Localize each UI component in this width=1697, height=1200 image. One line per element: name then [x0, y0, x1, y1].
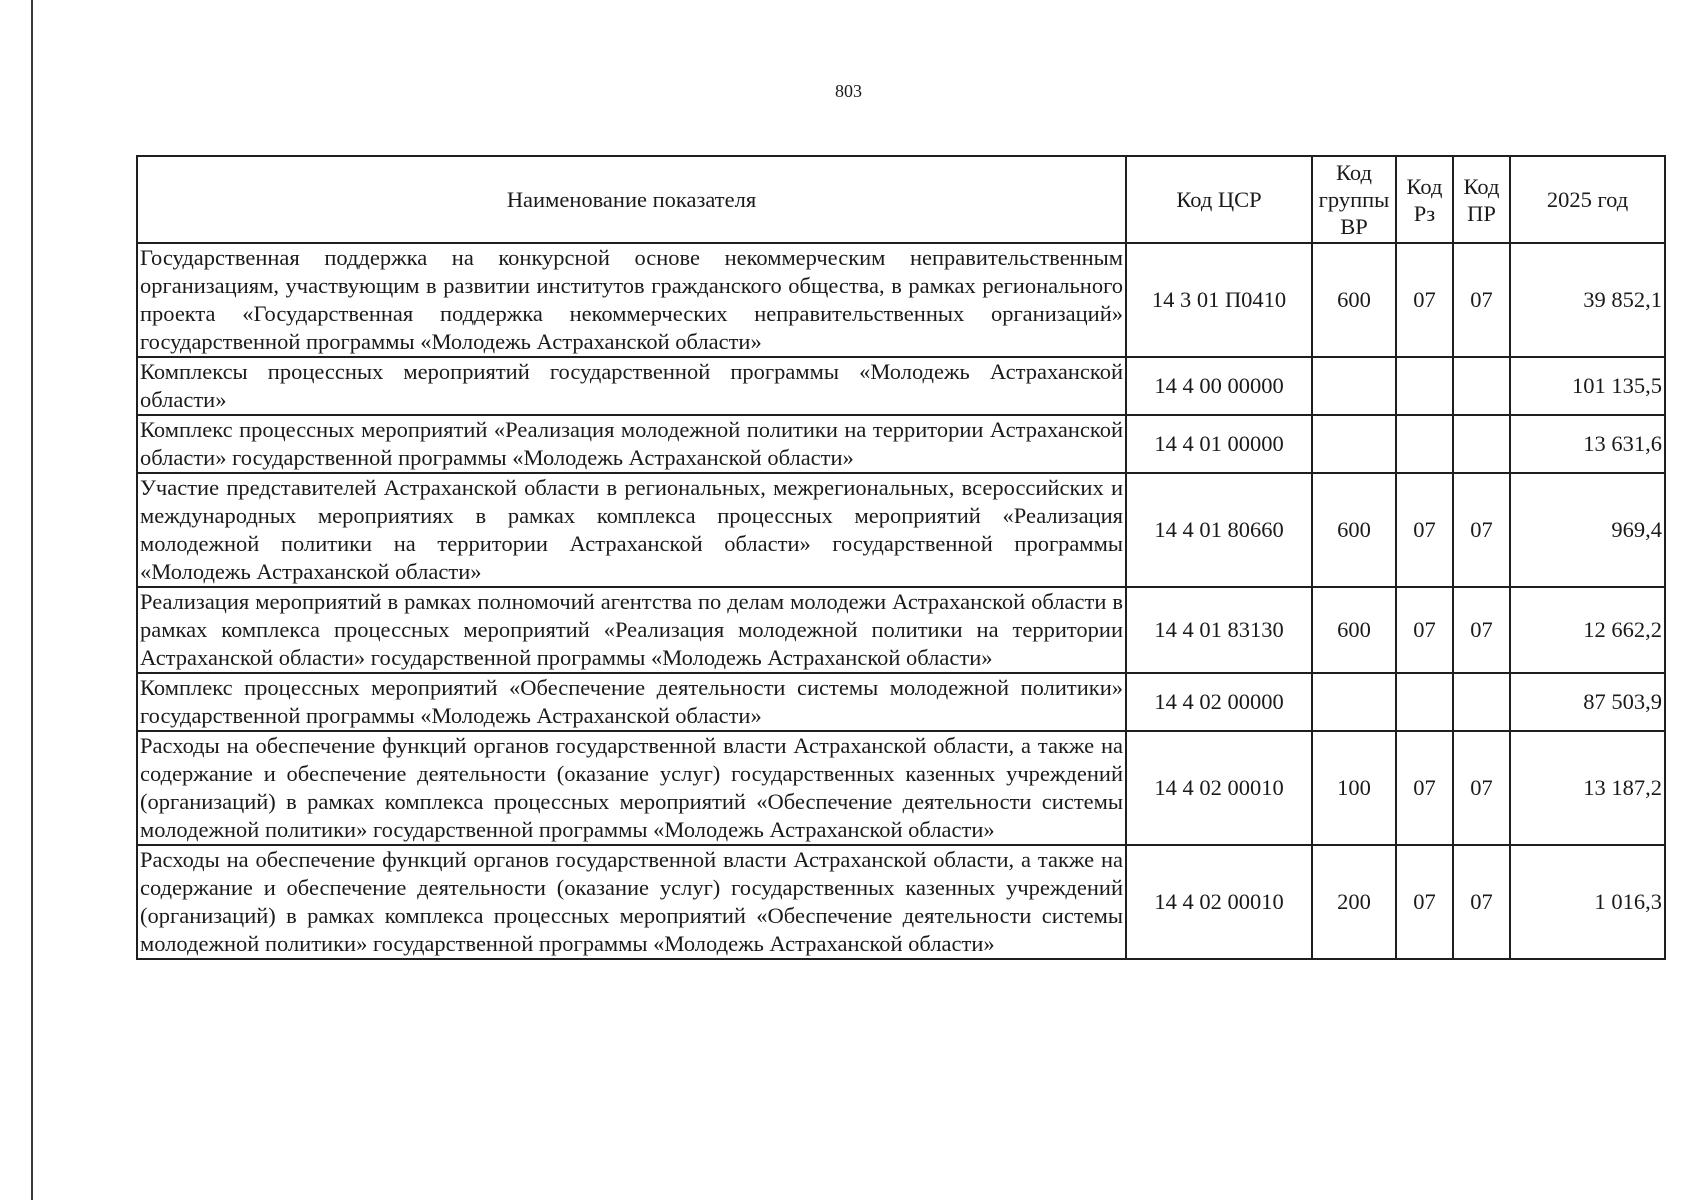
table-row [137, 673, 1665, 731]
header-vr [1312, 156, 1396, 243]
row-rz: 07 [1396, 845, 1453, 959]
row-csr: 14 3 01 П0410 [1126, 243, 1312, 357]
row-rz: 07 [1396, 473, 1453, 587]
table-row [137, 473, 1665, 587]
row-rz: 07 [1396, 243, 1453, 357]
table-row [137, 415, 1665, 473]
table-row [137, 357, 1665, 415]
table-row [137, 243, 1665, 357]
header-pr-line2: ПР [1467, 200, 1496, 226]
row-csr: 14 4 02 00010 [1126, 845, 1312, 959]
row-pr: 07 [1453, 587, 1510, 673]
row-csr: 14 4 00 00000 [1126, 357, 1312, 415]
row-name: Комплексы процессных мероприятий государственной программы «Молодежь Астраханской области» [137, 357, 1126, 415]
row-vr: 600 [1312, 587, 1396, 673]
header-vr-line3: ВР [1340, 214, 1368, 239]
row-pr: 07 [1453, 243, 1510, 357]
row-pr: 07 [1453, 473, 1510, 587]
row-vr: 600 [1312, 473, 1396, 587]
row-rz: 07 [1396, 731, 1453, 845]
header-rz-line1: Код [1406, 173, 1443, 199]
table-row [137, 731, 1665, 845]
table-row [137, 845, 1665, 959]
header-rz [1396, 156, 1453, 243]
row-pr [1453, 415, 1510, 473]
row-rz [1396, 357, 1453, 415]
header-year: 2025 год [1510, 156, 1665, 243]
row-name: Реализация мероприятий в рамках полномочий агентства по делам молодежи Астраханской области в рамках комплекса процессных мероприятий «Реализация молодежной политики на территории Астраханской области» государственной программы «Молодежь Астраханской области» [137, 587, 1126, 673]
row-amount: 13 631,6 [1510, 415, 1665, 473]
table-row [137, 587, 1665, 673]
header-csr: Код ЦСР [1126, 156, 1312, 243]
row-vr: 600 [1312, 243, 1396, 357]
header-pr [1453, 156, 1510, 243]
row-amount: 39 852,1 [1510, 243, 1665, 357]
row-csr: 14 4 01 80660 [1126, 473, 1312, 587]
row-amount: 1 016,3 [1510, 845, 1665, 959]
row-rz [1396, 415, 1453, 473]
row-pr [1453, 357, 1510, 415]
left-margin-line [31, 0, 33, 1200]
row-rz [1396, 673, 1453, 731]
row-vr [1312, 673, 1396, 731]
row-csr: 14 4 01 00000 [1126, 415, 1312, 473]
row-rz: 07 [1396, 587, 1453, 673]
row-name: Комплекс процессных мероприятий «Реализация молодежной политики на территории Астраханской области» государственной программы «Молодежь Астраханской области» [137, 415, 1126, 473]
header-name: Наименование показателя [137, 156, 1126, 243]
row-name: Государственная поддержка на конкурсной основе некоммерческим неправительственным организациям, участвующим в развитии институтов гражданского общества, в рамках регионального проекта «Государственная поддержка некоммерческих неправительственных организаций» государственной программы «Молодежь Астраханской области» [137, 243, 1126, 357]
row-amount: 101 135,5 [1510, 357, 1665, 415]
row-vr [1312, 357, 1396, 415]
row-amount: 12 662,2 [1510, 587, 1665, 673]
budget-table [136, 155, 1666, 960]
page-number: 803 [835, 81, 862, 101]
row-pr [1453, 673, 1510, 731]
row-csr: 14 4 01 83130 [1126, 587, 1312, 673]
row-vr: 200 [1312, 845, 1396, 959]
row-pr: 07 [1453, 845, 1510, 959]
row-csr: 14 4 02 00000 [1126, 673, 1312, 731]
header-vr-line1: Код [1336, 160, 1372, 185]
row-amount: 969,4 [1510, 473, 1665, 587]
header-rz-line2: Рз [1413, 200, 1436, 226]
row-name: Расходы на обеспечение функций органов государственной власти Астраханской области, а также на содержание и обеспечение деятельности (оказание услуг) государственных казенных учреждений (организаций) в рамках комплекса процессных мероприятий «Обеспечение деятельности системы молодежной политики» государственной программы «Молодежь Астраханской области» [137, 731, 1126, 845]
row-csr: 14 4 02 00010 [1126, 731, 1312, 845]
row-vr: 100 [1312, 731, 1396, 845]
row-name: Комплекс процессных мероприятий «Обеспечение деятельности системы молодежной политики» государственной программы «Молодежь Астраханской области» [137, 673, 1126, 731]
row-amount: 13 187,2 [1510, 731, 1665, 845]
header-vr-line2: группы [1318, 187, 1390, 212]
header-pr-line1: Код [1463, 173, 1500, 199]
row-pr: 07 [1453, 731, 1510, 845]
row-vr [1312, 415, 1396, 473]
row-name: Участие представителей Астраханской области в региональных, межрегиональных, всероссийских и международных мероприятиях в рамках комплекса процессных мероприятий «Реализация молодежной политики на территории Астраханской области» государственной программы «Молодежь Астраханской области» [137, 473, 1126, 587]
header-row [137, 156, 1665, 243]
row-amount: 87 503,9 [1510, 673, 1665, 731]
row-name: Расходы на обеспечение функций органов государственной власти Астраханской области, а также на содержание и обеспечение деятельности (оказание услуг) государственных казенных учреждений (организаций) в рамках комплекса процессных мероприятий «Обеспечение деятельности системы молодежной политики» государственной программы «Молодежь Астраханской области» [137, 845, 1126, 959]
